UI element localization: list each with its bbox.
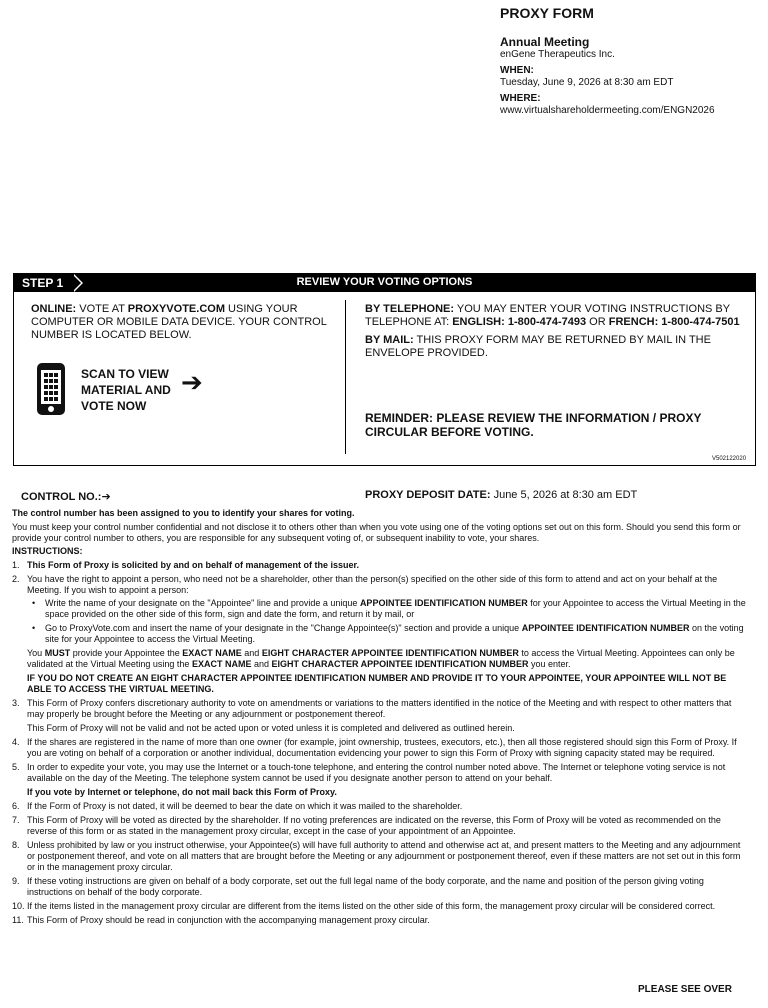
item-text: If these voting instructions are given on behalf of a body corporate, set out the full legal name of the body corporate, and the name and position of the person giving voting instructions on behalf of the body corporate.: [27, 876, 704, 897]
list-item: [27, 623, 750, 645]
item-text: This Form of Proxy will be voted as directed by the shareholder. If no voting preferences are indicated on the reverse, this Form of Proxy will be voted as recommended on the reverse of this form or as stated in the management proxy circular, except in the case of your appointment of an Appointee.: [27, 815, 721, 836]
scan-instruction: SCAN TO VIEW MATERIAL AND VOTE NOW: [81, 367, 171, 413]
form-code: V502122020: [712, 456, 747, 462]
item-text: You have the right to appoint a person, who need not be a shareholder, other than the person(s) specified on the other side of this form to attend and act on your behalf at the Meeting. If you wish to appoint a person:: [27, 574, 718, 595]
appointee-warning: IF YOU DO NOT CREATE AN EIGHT CHARACTER APPOINTEE IDENTIFICATION NUMBER AND PROVIDE IT TO YOUR APPOINTEE, YOUR APPOINTEE WILL NOT BE ABLE TO ACCESS THE VIRTUAL MEETING.: [27, 673, 727, 694]
note-text-bold: EIGHT CHARACTER APPOINTEE IDENTIFICATION NUMBER: [261, 648, 519, 658]
list-item: [12, 915, 750, 926]
list-item: [12, 762, 750, 798]
item-text: If the items listed in the management proxy circular are different from the items listed on the other side of this form, the management proxy circular will be considered correct.: [27, 901, 716, 911]
online-text-1: VOTE AT: [76, 303, 128, 315]
step-label: STEP 1: [22, 276, 64, 290]
list-item: [27, 598, 750, 620]
note-text: to access the Virtual Meeting. Appointees can only be validated at the Virtual Meeting using the: [27, 648, 735, 669]
phone-qr-icon: [36, 362, 66, 421]
online-label: ONLINE:: [31, 303, 77, 315]
meeting-title: Annual Meeting: [500, 35, 590, 49]
note-text: You: [27, 648, 45, 658]
note-text: provide your Appointee the: [70, 648, 183, 658]
list-item: [12, 801, 750, 812]
telephone-text: YOU MAY ENTER YOUR VOTING INSTRUCTIONS BY TELEPHONE AT:: [365, 303, 730, 328]
item-text: In order to expedite your vote, you may use the Internet or a touch-tone telephone, and entering the control number noted above. The Internet or telephone voting service is not available on the day of the Meeting. The telephone system cannot be used if you designate another person to attend on your behalf.: [27, 762, 726, 783]
appointee-bullets: [27, 598, 750, 645]
item-number: 11.: [12, 915, 24, 925]
step-bar: [14, 274, 755, 292]
item-number: 3.: [12, 698, 20, 708]
bullet-text: on the voting site for your Appointee to access the Virtual Meeting.: [45, 623, 744, 644]
step-title: REVIEW YOUR VOTING OPTIONS: [296, 276, 473, 288]
form-title: PROXY FORM: [500, 5, 594, 21]
telephone-or: OR: [586, 316, 609, 328]
list-item: [12, 574, 750, 695]
instructions-list: [12, 560, 750, 926]
company-name: enGene Therapeutics Inc.: [500, 49, 615, 60]
note-text-bold: MUST: [44, 648, 71, 658]
telephone-label: BY TELEPHONE:: [365, 303, 455, 315]
where-value: www.virtualshareholdermeeting.com/ENGN2026: [500, 105, 715, 116]
column-divider: [345, 300, 346, 454]
note-text: and: [241, 648, 262, 658]
item-text: Unless prohibited by law or you instruct otherwise, your Appointee(s) will have full authority to attend and otherwise act at, and present matters to the Meeting and any adjournment or postponement thereof, and vote on all matters that are brought before the Meeting or any adjournment or postponement thereof, even if these matters are not set out in this form or in the management proxy circular.: [27, 840, 741, 872]
please-see-over: PLEASE SEE OVER: [638, 984, 732, 995]
list-item: [12, 560, 750, 571]
list-item: [12, 840, 750, 873]
item-number: 9.: [12, 876, 20, 886]
telephone-french[interactable]: FRENCH: 1-800-474-7501: [608, 316, 740, 328]
item-number: 5.: [12, 762, 20, 772]
bullet-icon: •: [32, 623, 36, 633]
instructions-heading: INSTRUCTIONS:: [12, 546, 83, 556]
item-subtext: This Form of Proxy will not be valid and not be acted upon or voted unless it is completed and delivered as outlined herein.: [27, 723, 515, 733]
deposit-label: PROXY DEPOSIT DATE:: [365, 489, 491, 501]
list-item: [12, 815, 750, 837]
control-note: The control number has been assigned to you to identify your shares for voting.: [12, 508, 355, 518]
item-text: This Form of Proxy is solicited by and on behalf of management of the issuer.: [27, 560, 360, 570]
item-number: 6.: [12, 801, 20, 811]
bullet-text: Write the name of your designate on the "Appointee" line and provide a unique: [45, 598, 360, 608]
online-text-2: USING YOUR COMPUTER OR MOBILE DATA DEVICE. YOUR CONTROL NUMBER IS LOCATED BELOW.: [31, 303, 327, 341]
meeting-header: [500, 5, 762, 117]
when-label: WHEN:: [500, 65, 534, 76]
item-number: 8.: [12, 840, 20, 850]
item-text: If the shares are registered in the name of more than one owner (for example, joint ownership, trustees, executors, etc.), then all those registered should sign this Form of Proxy. If you are voting on behalf of a corporation or another individual, documentation evidencing your power to sign this Form of Proxy with signing capacity stated may be required.: [27, 737, 737, 758]
bullet-text: Go to ProxyVote.com and insert the name of your designate in the "Change Appointee(s)" section and provide a unique: [45, 623, 522, 633]
list-item: [12, 901, 750, 912]
deposit-value: June 5, 2026 at 8:30 am EDT: [490, 489, 638, 501]
must-provide-note: [27, 648, 750, 670]
online-option: [31, 303, 331, 342]
note-text: you enter.: [528, 659, 571, 669]
item-text: This Form of Proxy confers discretionary authority to vote on amendments or variations to the matters identified in the notice of the Meeting and with respect to other matters that may properly be brought before the Meeting or any adjournment or postponement thereof.: [27, 698, 732, 719]
list-item: [12, 698, 750, 734]
item-text: If the Form of Proxy is not dated, it will be deemed to bear the date on which it was mailed to the shareholder.: [27, 801, 463, 811]
list-item: [12, 737, 750, 759]
note-text-bold: EXACT NAME: [191, 659, 252, 669]
note-text: and: [251, 659, 272, 669]
proxy-deposit-date: [365, 489, 637, 501]
item-number: 2.: [12, 574, 20, 584]
instructions-section: [12, 508, 750, 929]
where-label: WHERE:: [500, 93, 541, 104]
bullet-icon: •: [32, 598, 36, 608]
item-number: 10.: [12, 901, 25, 911]
telephone-option: [365, 303, 745, 329]
online-site-link[interactable]: PROXYVOTE.COM: [127, 303, 225, 315]
mail-label: BY MAIL:: [365, 334, 414, 346]
item-number: 1.: [12, 560, 20, 570]
bullet-text-bold: APPOINTEE IDENTIFICATION NUMBER: [359, 598, 528, 608]
item-subtext: If you vote by Internet or telephone, do not mail back this Form of Proxy.: [27, 787, 337, 797]
control-number-label: CONTROL NO.:➔: [21, 491, 111, 503]
confidentiality-note: You must keep your control number confidential and not disclose it to others other than when you vote using one of the voting options set out on this form. Should you send this form or provide your control number to others, you are responsible for any subsequent voting of, or subsequent inability to vote, your shares.: [12, 522, 741, 543]
bullet-text: for your Appointee to access the Virtual Meeting in the space provided on the other side of this form, sign and date the form, and return it by mail, or: [45, 598, 746, 619]
telephone-english[interactable]: ENGLISH: 1-800-474-7493: [452, 316, 587, 328]
note-text-bold: EIGHT CHARACTER APPOINTEE IDENTIFICATION NUMBER: [271, 659, 529, 669]
item-text: This Form of Proxy should be read in conjunction with the accompanying management proxy circular.: [27, 915, 430, 925]
when-value: Tuesday, June 9, 2026 at 8:30 am EDT: [500, 77, 674, 88]
list-item: [12, 876, 750, 898]
mail-option: [365, 334, 745, 360]
arrow-right-icon: ➔: [181, 367, 203, 397]
mail-text: THIS PROXY FORM MAY BE RETURNED BY MAIL IN THE ENVELOPE PROVIDED.: [365, 334, 711, 359]
item-number: 4.: [12, 737, 20, 747]
voting-options-box: [13, 273, 756, 466]
reminder-text: REMINDER: PLEASE REVIEW THE INFORMATION / PROXY CIRCULAR BEFORE VOTING.: [365, 411, 702, 439]
bullet-text-bold: APPOINTEE IDENTIFICATION NUMBER: [521, 623, 690, 633]
note-text-bold: EXACT NAME: [182, 648, 242, 658]
step-chevron-fill: [72, 274, 81, 292]
item-number: 7.: [12, 815, 20, 825]
